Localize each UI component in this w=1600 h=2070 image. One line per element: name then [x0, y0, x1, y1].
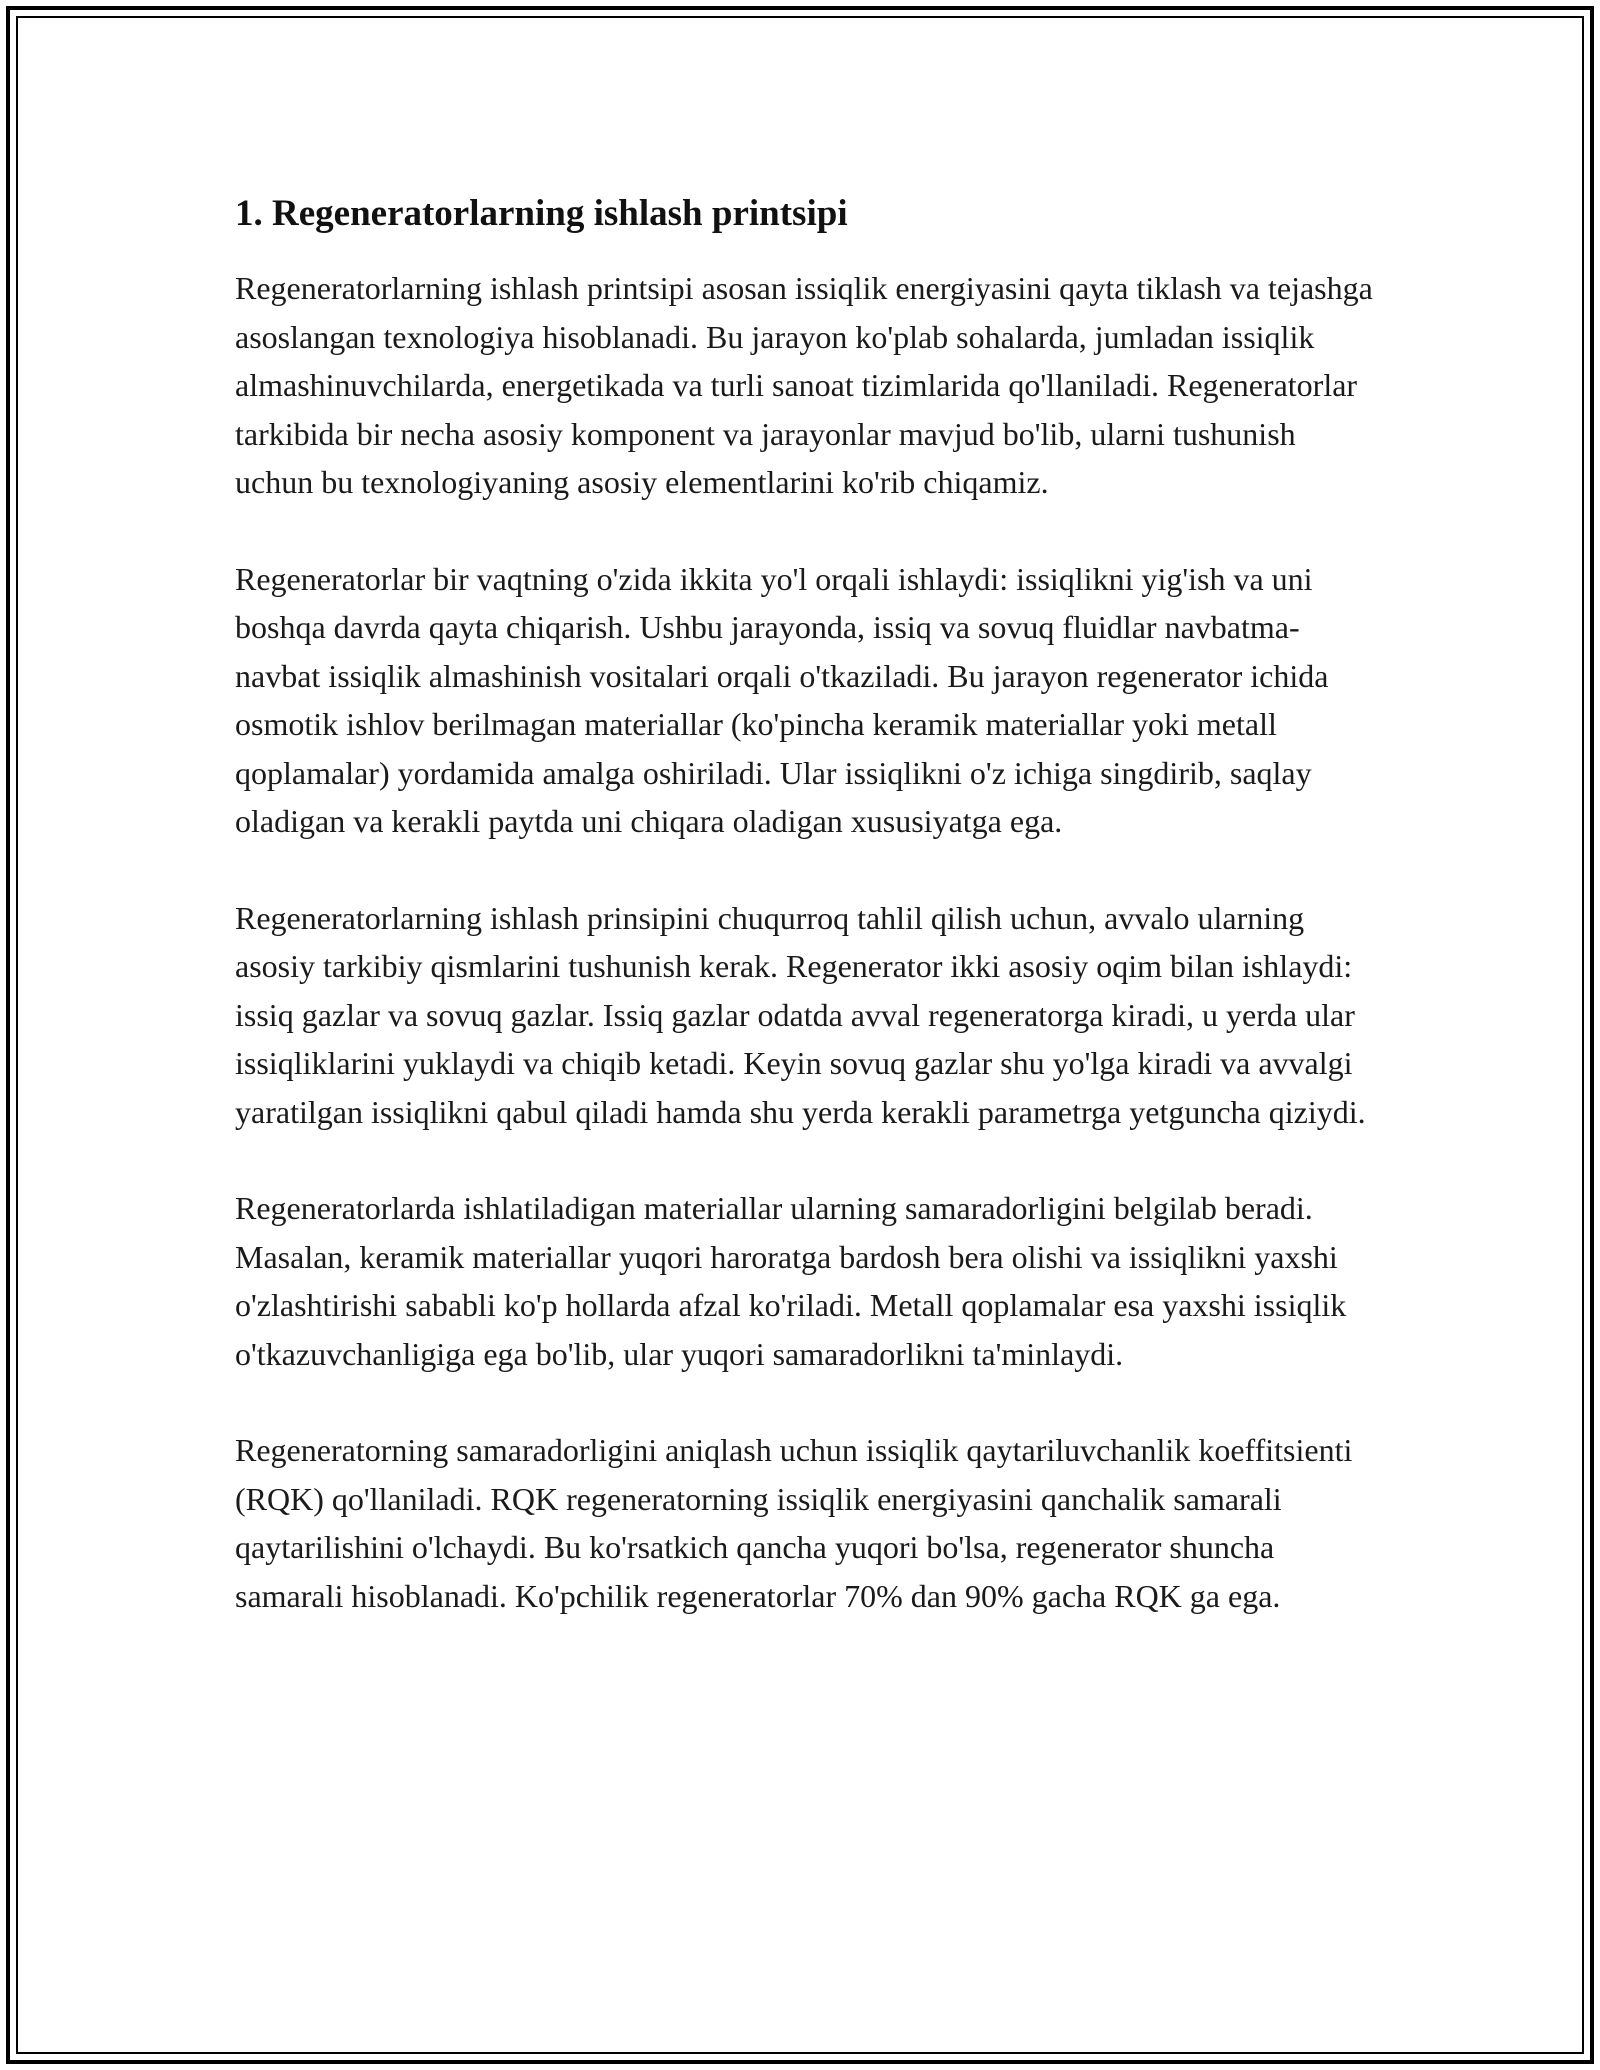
paragraph-5: Regeneratorning samaradorligini aniqlash uchun issiqlik qaytariluvchanlik koeffitsienti (RQK) qo'llaniladi. RQK regeneratorning issiqlik energiyasini qanchalik samarali qaytarilishini o'lchaydi. Bu ko'rsatkich qancha yuqori bo'lsa, regenerator shuncha samarali hisoblanadi. Ko'pchilik regeneratorlar 70% dan 90% gacha RQK ga ega. [235, 1432, 1353, 1614]
paragraph-4: Regeneratorlarda ishlatiladigan materiallar ularning samaradorligini belgilab beradi. Masalan, keramik materiallar yuqori haroratga bardosh bera olishi va issiqlikni yaxshi o'zlashtirishi sababli ko'p hollarda afzal ko'riladi. Metall qoplamalar esa yaxshi issiqlik o'tkazuvchanligiga ega bo'lib, ular yuqori samaradorlikni ta'minlaydi. [235, 1190, 1347, 1372]
section-heading: 1. Regeneratorlarning ishlash printsipi [235, 193, 848, 234]
paragraph-1: Regeneratorlarning ishlash printsipi asosan issiqlik energiyasini qayta tiklash va tejashga asoslangan texnologiya hisoblanadi. Bu jarayon ko'plab sohalarda, jumladan issiqlik almashinuvchilarda, energetikada va turli sanoat tizimlarida qo'llaniladi. Regeneratorlar tarkibida bir necha asosiy komponent va jarayonlar mavjud bo'lib, ularni tushunish uchun bu texnologiyaning asosiy elementlarini ko'rib chiqamiz. [235, 270, 1373, 500]
document-body [235, 186, 1375, 1668]
paragraph-3: Regeneratorlarning ishlash prinsipini chuqurroq tahlil qilish uchun, avvalo ularning asosiy tarkibiy qismlarini tushunish kerak. Regenerator ikki asosiy oqim bilan ishlaydi: issiq gazlar va sovuq gazlar. Issiq gazlar odatda avval regeneratorga kiradi, u yerda ular issiqliklarini yuklaydi va chiqib ketadi. Keyin sovuq gazlar shu yo'lga kiradi va avvalgi yaratilgan issiqlikni qabul qiladi hamda shu yerda kerakli parametrga yetguncha qiziydi. [235, 899, 1366, 1130]
paragraph-2: Regeneratorlar bir vaqtning o'zida ikkita yo'l orqali ishlaydi: issiqlikni yig'ish va uni boshqa davrda qayta chiqarish. Ushbu jarayonda, issiq va sovuq fluidlar navbatma-navbat issiqlik almashinish vositalari orqali o'tkaziladi. Bu jarayon regenerator ichida osmotik ishlov berilmagan materiallar (ko'pincha keramik materiallar yoki metall qoplamalar) yordamida amalga oshiriladi. Ular issiqlikni o'z ichiga singdirib, saqlay oladigan va kerakli paytda uni chiqara oladigan xususiyatga ega. [235, 560, 1329, 839]
